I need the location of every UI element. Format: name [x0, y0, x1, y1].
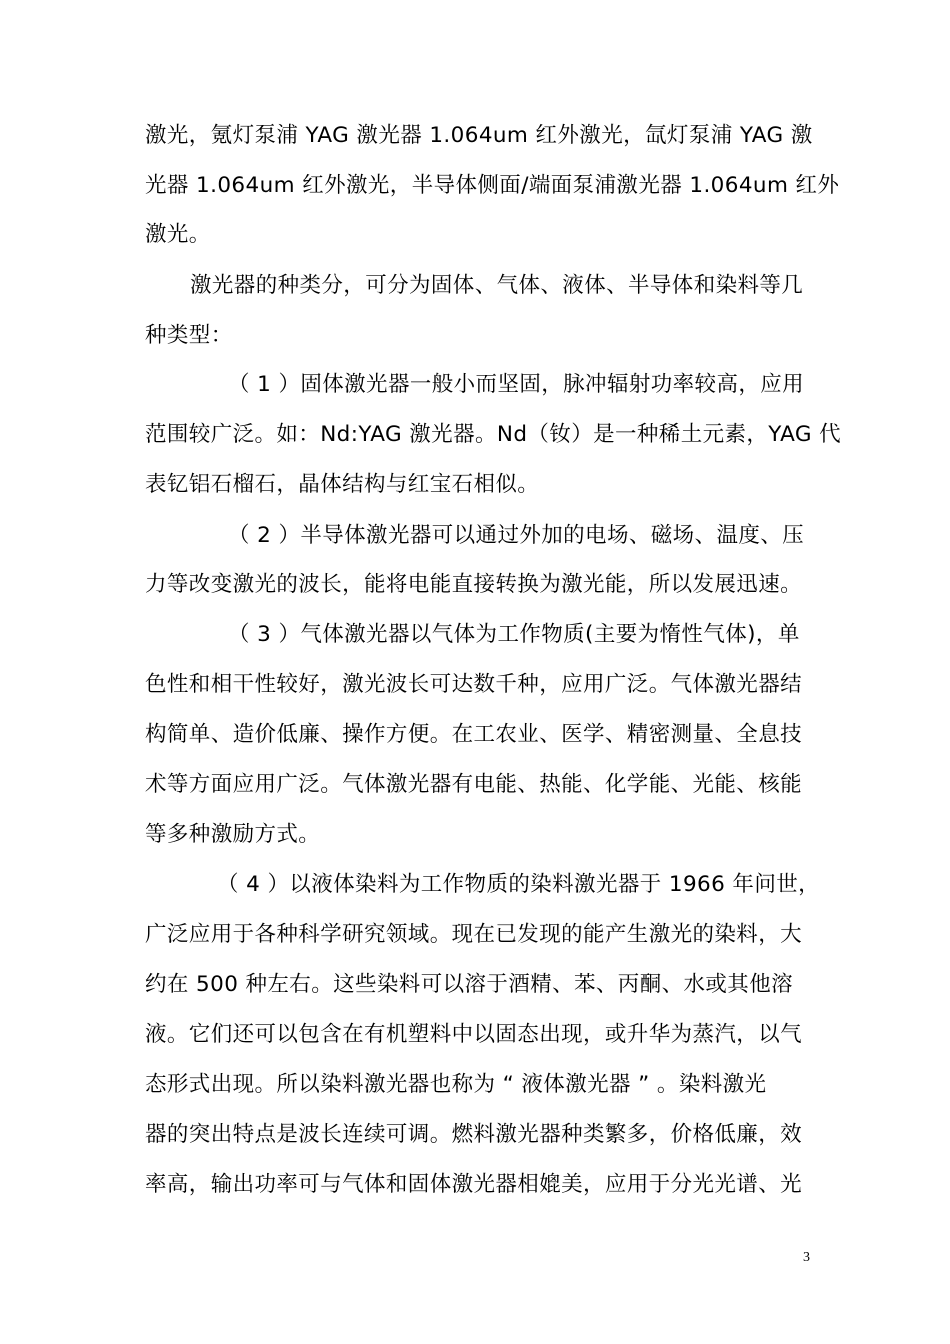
text-line: 激光，氪灯泵浦 YAG 激光器 1.064um 红外激光，氙灯泵浦 YAG 激	[145, 123, 813, 148]
paragraph-start: 激光器的种类分，可分为固体、气体、液体、半导体和染料等几	[190, 273, 804, 298]
text-line: 色性和相干性较好，激光波长可达数千种，应用广泛。气体激光器结	[145, 672, 803, 697]
paragraph-start: （ 1 ）固体激光器一般小而坚固，脉冲辐射功率较高，应用	[228, 372, 805, 397]
paragraph-start: （ 3 ）气体激光器以气体为工作物质(主要为惰性气体)，单	[228, 622, 800, 647]
text-line: 等多种激励方式。	[145, 822, 321, 847]
text-line: 种类型：	[145, 323, 233, 348]
text-line: 范围较广泛。如：Nd:YAG 激光器。Nd（钕）是一种稀土元素，YAG 代	[145, 422, 842, 447]
text-line: 光器 1.064um 红外激光，半导体侧面/端面泵浦激光器 1.064um 红外	[145, 173, 840, 198]
text-line: 术等方面应用广泛。气体激光器有电能、热能、化学能、光能、核能	[145, 772, 803, 797]
text-line: 率高，输出功率可与气体和固体激光器相媲美，应用于分光光谱、光	[145, 1172, 803, 1197]
text-line: 广泛应用于各种科学研究领域。现在已发现的能产生激光的染料，大	[145, 922, 803, 947]
text-line: 表钇铝石榴石，晶体结构与红宝石相似。	[145, 472, 540, 497]
text-line: 构简单、造价低廉、操作方便。在工农业、医学、精密测量、全息技	[145, 722, 803, 747]
text-line: 约在 500 种左右。这些染料可以溶于酒精、苯、丙酮、水或其他溶	[145, 972, 794, 997]
text-line: 态形式出现。所以染料激光器也称为 “ 液体激光器 ” 。染料激光	[145, 1072, 767, 1097]
text-line: 器的突出特点是波长连续可调。燃料激光器种类繁多，价格低廉，效	[145, 1122, 803, 1147]
text-line: 液。它们还可以包含在有机塑料中以固态出现，或升华为蒸汽，以气	[145, 1022, 803, 1047]
page-number: 3	[803, 1250, 810, 1265]
paragraph-start: （ 2 ）半导体激光器可以通过外加的电场、磁场、温度、压	[228, 523, 805, 548]
text-line: 激光。	[145, 222, 211, 247]
paragraph-start: （ 4 ）以液体染料为工作物质的染料激光器于 1966 年问世，	[217, 872, 821, 897]
text-line: 力等改变激光的波长，能将电能直接转换为激光能，所以发展迅速。	[145, 572, 803, 597]
